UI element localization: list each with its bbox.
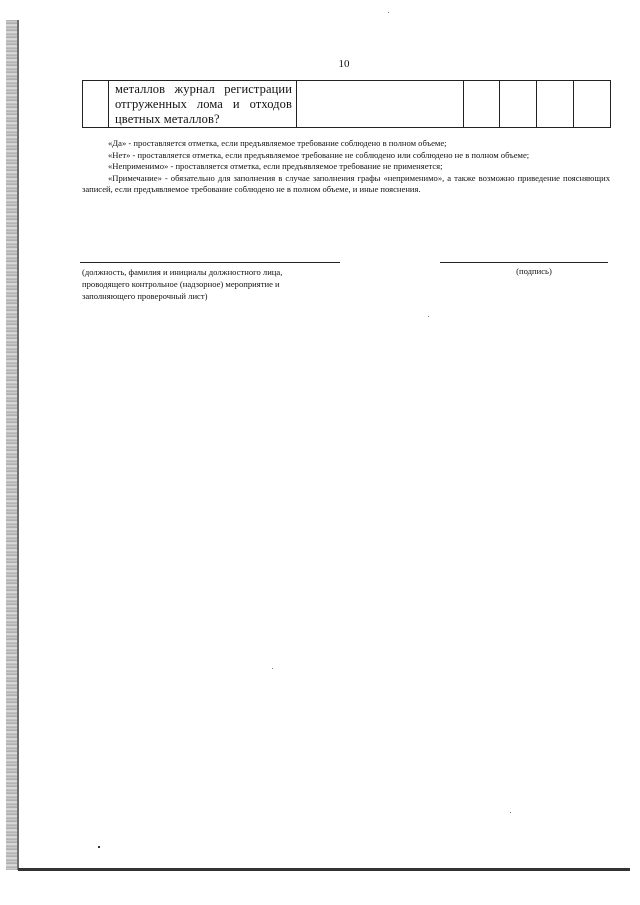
no-cell — [500, 81, 537, 128]
scan-bottom-edge — [18, 868, 630, 871]
note-not-applicable: «Неприменимо» - проставляется отметка, если предъявляемое требование не применяется; — [108, 161, 443, 172]
official-caption — [82, 266, 342, 302]
official-caption-line: (должность, фамилия и инициалы должностного лица, — [82, 267, 283, 277]
scan-speck — [510, 812, 511, 813]
scan-speck — [428, 316, 429, 317]
table-row — [83, 81, 611, 128]
requirement-line: отгруженных лома и отходов — [115, 97, 292, 111]
checklist-table — [82, 80, 611, 128]
signature-caption: (подпись) — [516, 266, 552, 276]
official-signature-line — [80, 262, 340, 263]
note-remark: «Примечание» - обязательно для заполнения в случае заполнения графы «неприменимо», а также возможно приведение поясняющих записей, если предъявляемое требование соблюдено не в полном объеме, и иные пояснения. — [82, 172, 610, 195]
signature-line — [440, 262, 608, 263]
official-caption-line: заполняющего проверочный лист) — [82, 291, 208, 301]
note-no: «Нет» - проставляется отметка, если предъявляемое требование не соблюдено или соблюдено не в полном объеме; — [108, 149, 530, 160]
not-applicable-cell — [537, 81, 574, 128]
official-caption-line: проводящего контрольное (надзорное) мероприятие и — [82, 279, 280, 289]
note-yes: «Да» - проставляется отметка, если предъявляемое требование соблюдено в полном объеме; — [108, 138, 447, 148]
scan-speck — [272, 668, 273, 669]
requirement-line: металлов журнал регистрации — [115, 82, 292, 96]
yes-cell — [464, 81, 500, 128]
row-number-cell — [83, 81, 109, 128]
requirement-line: цветных металлов? — [115, 112, 220, 126]
scan-speck — [388, 12, 389, 13]
scan-speck — [98, 846, 100, 848]
legal-reference-cell — [297, 81, 464, 128]
requirement-cell — [109, 81, 297, 128]
note-cell — [574, 81, 611, 128]
page-number: 10 — [338, 58, 350, 70]
legend-notes — [82, 138, 610, 196]
scan-binding-edge — [6, 20, 18, 870]
